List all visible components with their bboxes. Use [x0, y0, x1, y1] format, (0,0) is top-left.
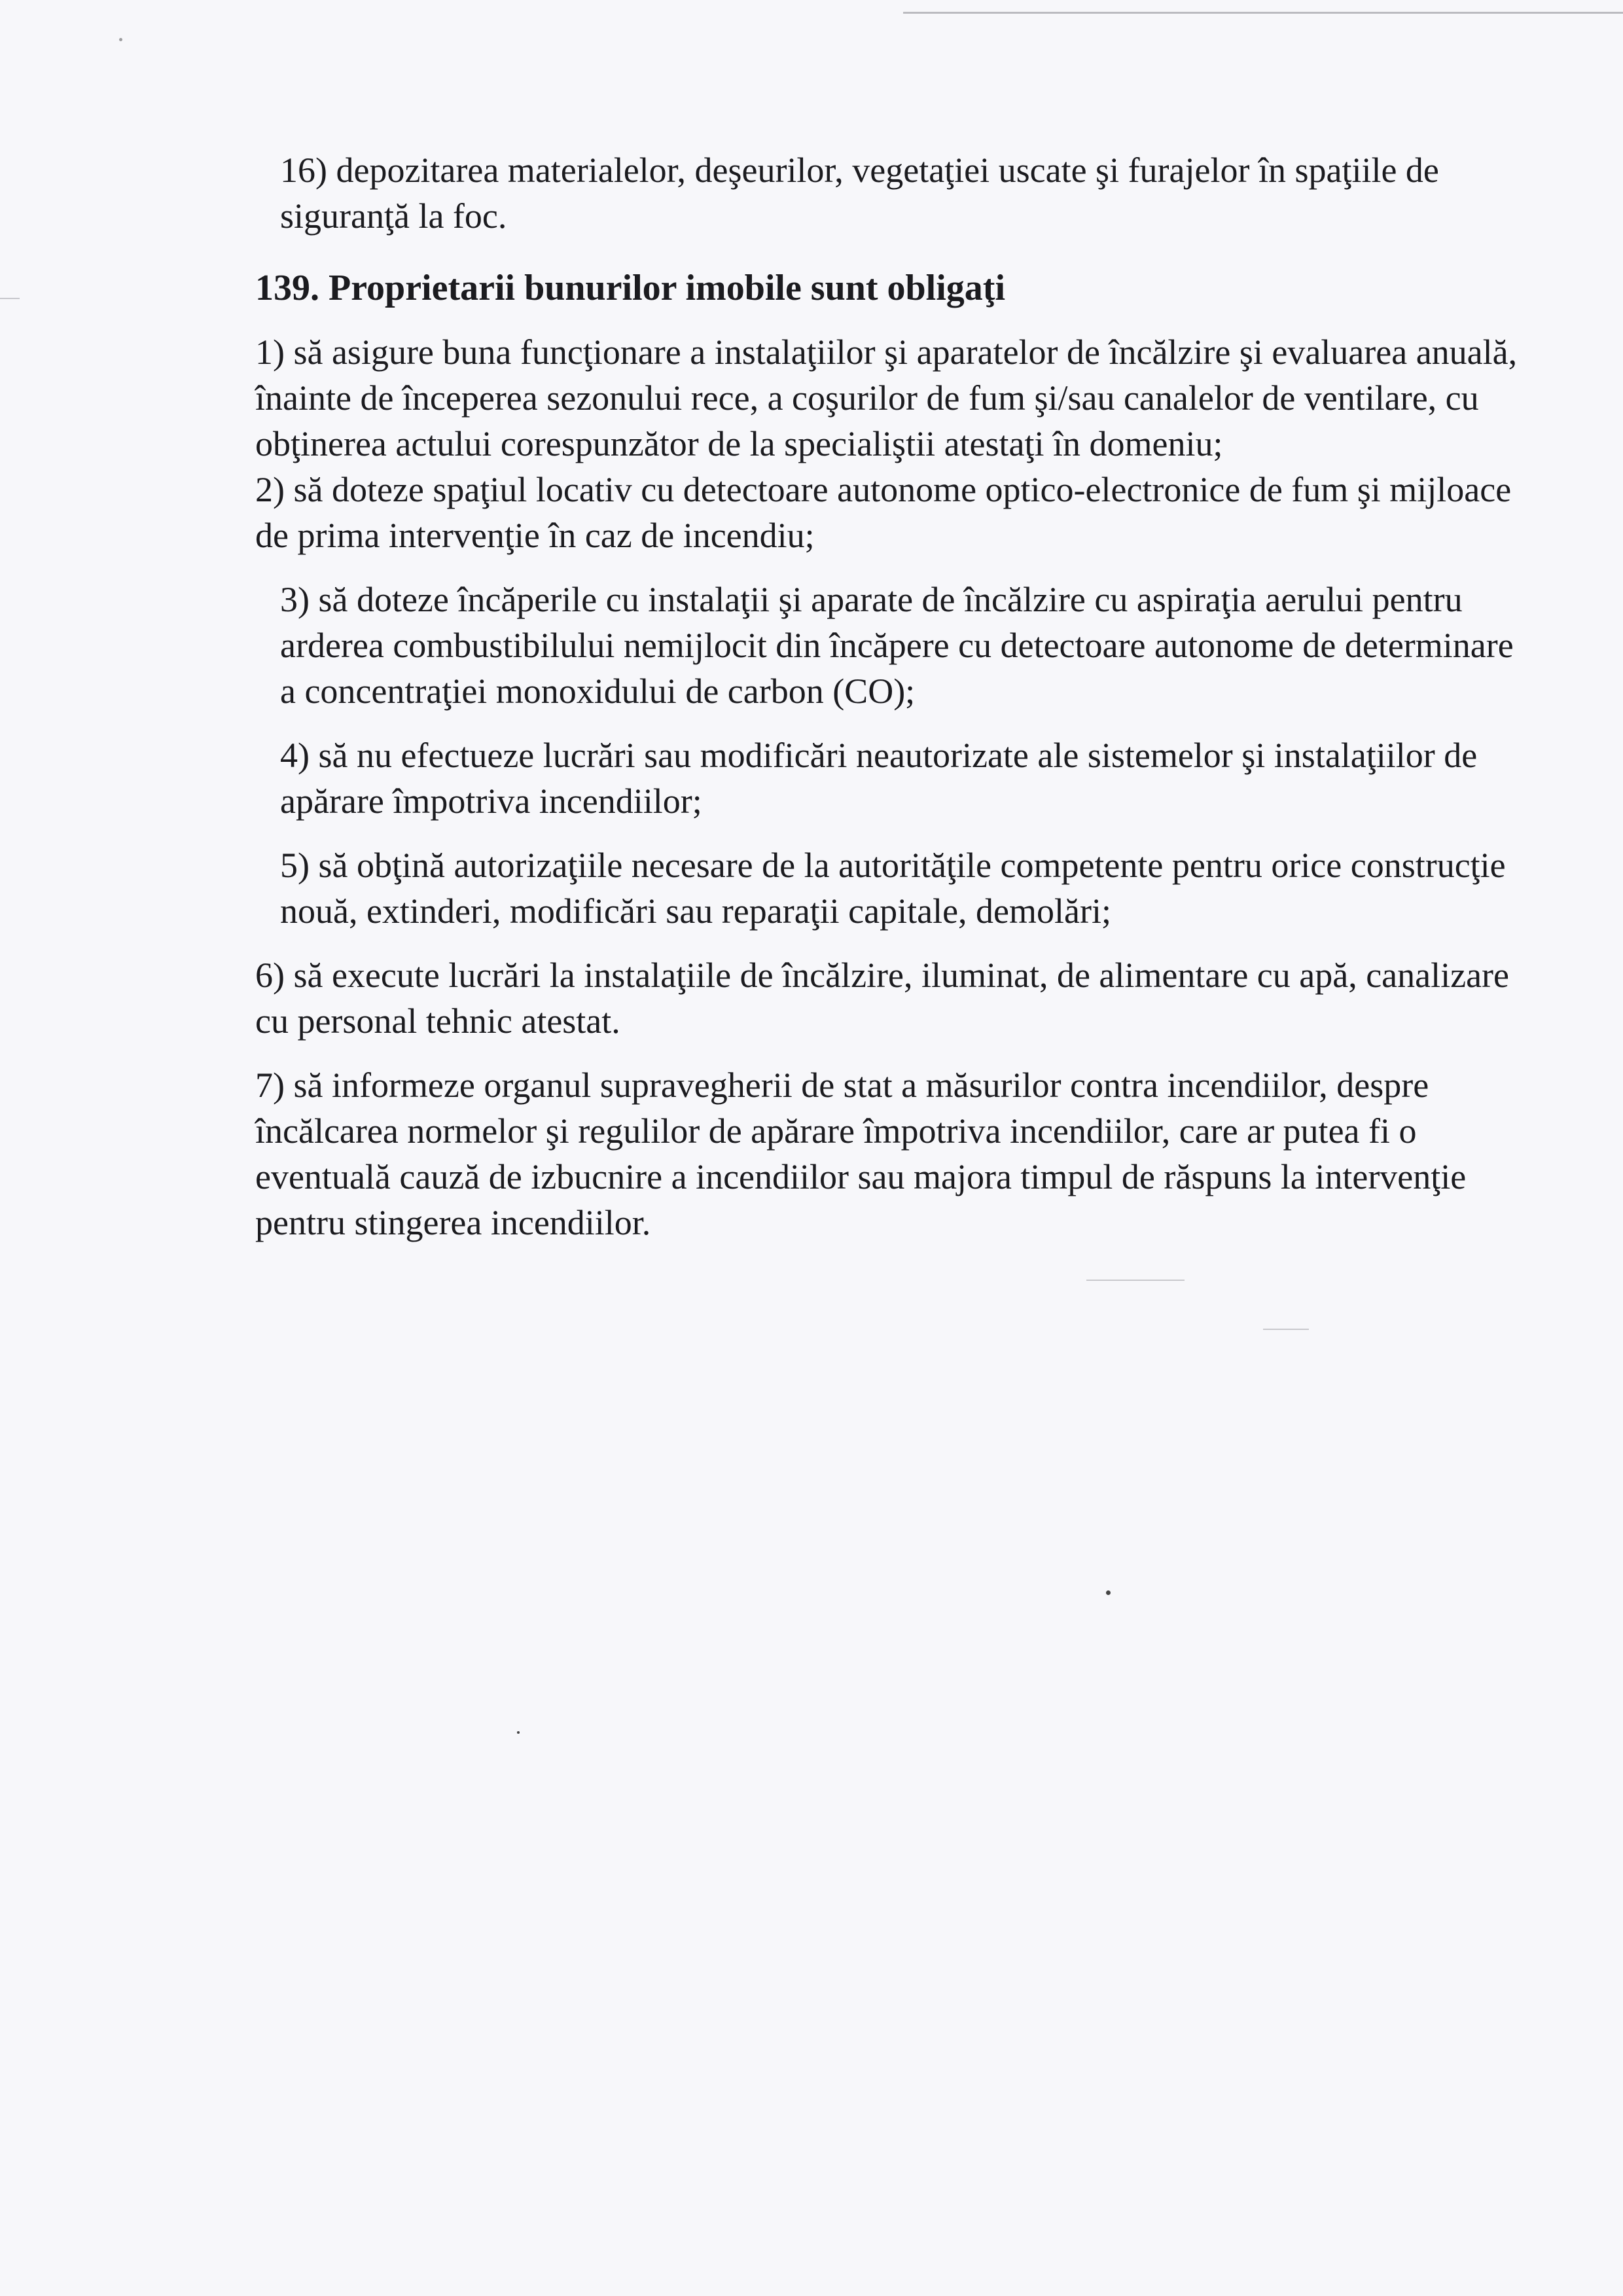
section-heading: 139. Proprietarii bunurilor imobile sunt obligaţi — [255, 268, 1006, 308]
document-body — [255, 147, 1538, 1246]
item-1: 1) să asigure buna funcţionare a instalaţiilor şi aparatelor de încălzire şi evaluarea anuală, înainte de începerea sezonului rece, a coşurilor de fum şi/sau canalelor de ventilare, cu obţinerea actului corespunzător de la specialiştii atestaţi în domeniu; — [255, 332, 1518, 463]
scan-mark — [1263, 1329, 1309, 1330]
item-16: 16) depozitarea materialelor, deşeurilor, vegetaţiei uscate şi furajelor în spaţiile de siguranţă la foc. — [280, 151, 1439, 236]
item-5: 5) să obţină autorizaţiile necesare de la autorităţile competente pentru orice construcţie nouă, extinderi, modificări sau reparaţii capitale, demolări; — [280, 846, 1506, 931]
scan-mark — [0, 298, 20, 299]
item-2: 2) să doteze spaţiul locativ cu detectoare autonome optico-electronice de fum şi mijloace de prima intervenţie în caz de incendiu; — [255, 470, 1512, 555]
scan-speck — [119, 38, 122, 41]
scan-speck — [1106, 1590, 1111, 1595]
scan-mark — [1086, 1280, 1185, 1281]
item-3: 3) să doteze încăperile cu instalaţii şi aparate de încălzire cu aspiraţia aerului pentru arderea combustibilului nemijlocit din încăpere cu detectoare autonome de determinare a concentraţiei monoxidului de carbon (CO); — [280, 580, 1514, 711]
item-4: 4) să nu efectueze lucrări sau modificări neautorizate ale sistemelor şi instalaţiilor de apărare împotriva incendiilor; — [280, 736, 1478, 821]
scan-speck — [517, 1731, 520, 1734]
scan-edge-line — [903, 12, 1623, 14]
item-6: 6) să execute lucrări la instalaţiile de încălzire, iluminat, de alimentare cu apă, canalizare cu personal tehnic atestat. — [255, 956, 1509, 1041]
item-7: 7) să informeze organul supravegherii de stat a măsurilor contra incendiilor, despre încălcarea normelor şi regulilor de apărare împotriva incendiilor, care ar putea fi o eventuală cauză de izbucnire a incendiilor sau majora timpul de răspuns la intervenţie pentru stingerea incendiilor. — [255, 1066, 1467, 1242]
